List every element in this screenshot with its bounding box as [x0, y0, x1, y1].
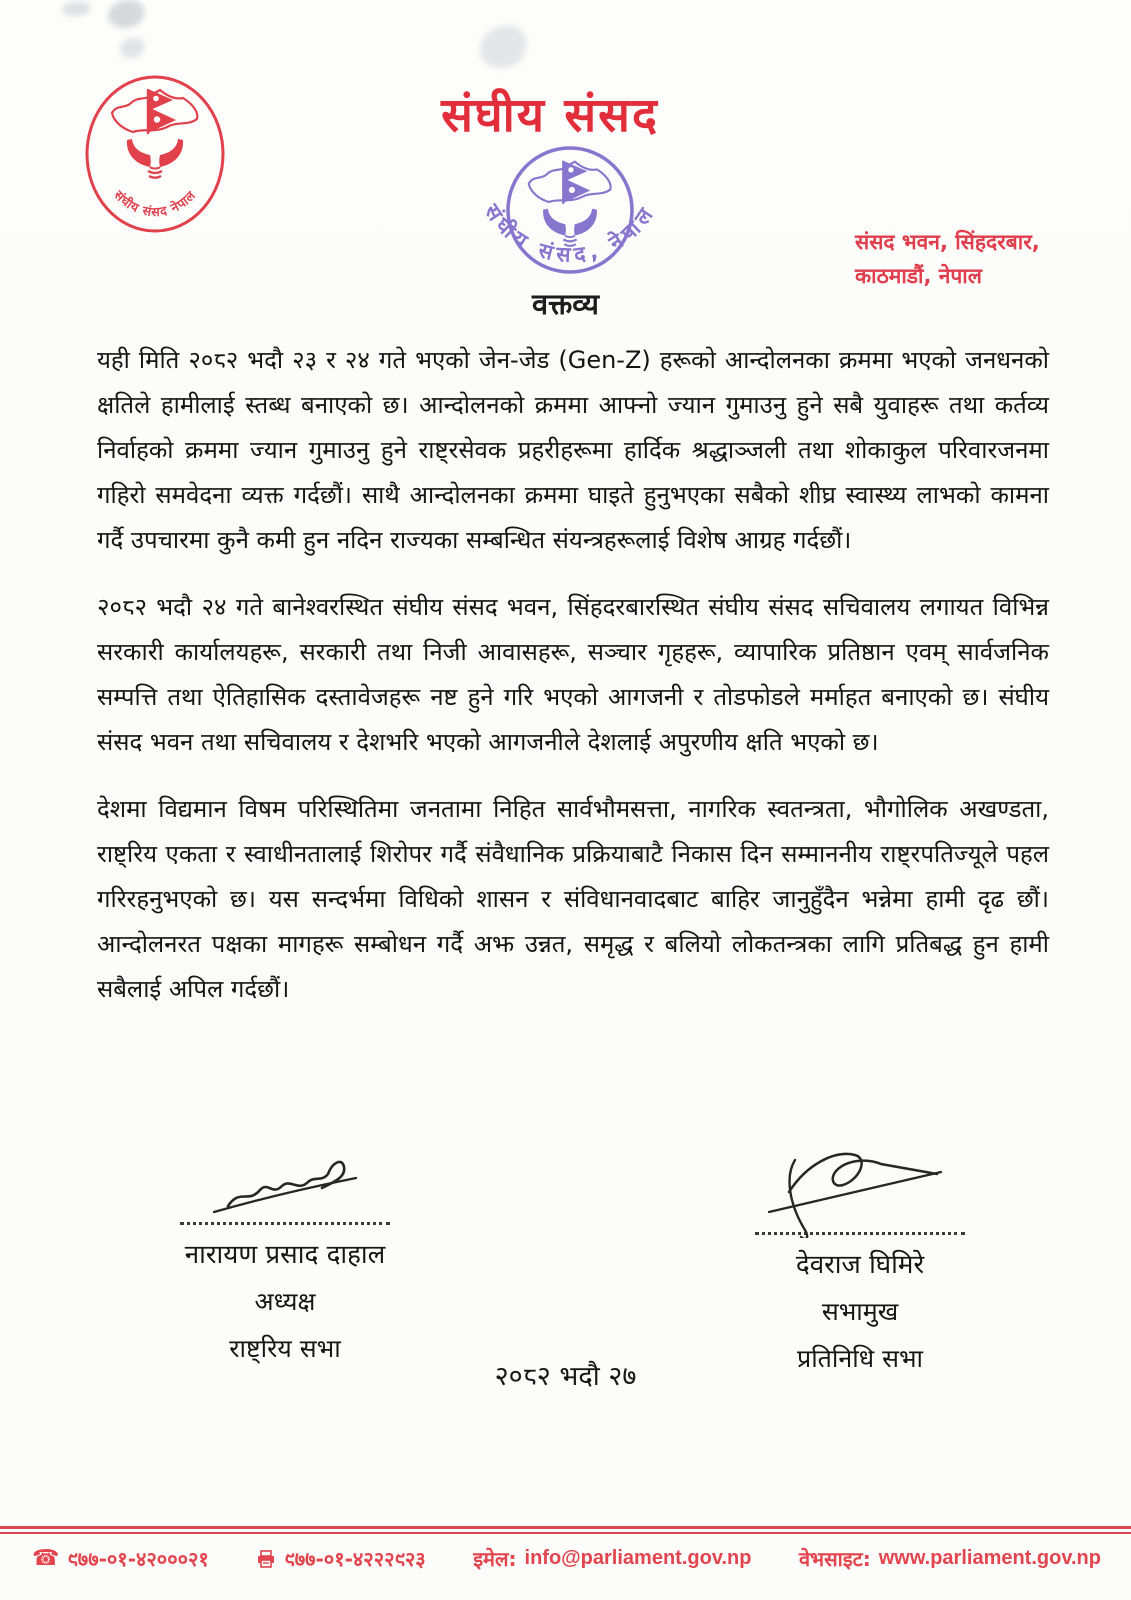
paragraph-2: २०८२ भदौ २४ गते बानेश्वरस्थित संघीय संसद भवन, सिंहदरबारस्थित संघीय संसद सचिवालय लगायत विभिन्न सरकारी कार्यालयहरू, सरकारी तथा निजी आवासहरू, सञ्चार गृहहरू, व्यापारिक प्रतिष्ठान एवम् सार्वजनिक सम्पत्ति तथा ऐतिहासिक दस्तावेजहरू नष्ट हुने गरि भएको आगजनी र तोडफोडले मर्माहत बनाएको छ। संघीय संसद भवन तथा सचिवालय र देशभरि भएको आगजनीले देशलाई अपुरणीय क्षति भएको छ।: [97, 593, 1049, 756]
svg-text:संघीय संसद नेपाल: [111, 187, 199, 220]
org-title: संघीय संसद: [441, 88, 659, 143]
scan-smudge: [62, 2, 90, 16]
scan-smudge: [108, 0, 144, 28]
scan-smudge: [480, 26, 526, 68]
signatory-chamber: राष्ट्रिय सभा: [229, 1334, 341, 1363]
signatory-chamber: प्रतिनिधि सभा: [796, 1344, 924, 1373]
website-value: www.parliament.gov.np: [878, 1547, 1101, 1569]
email-label: इमेल:: [473, 1547, 517, 1571]
scan-smudge: [120, 38, 144, 58]
footer-website: [799, 1545, 1101, 1572]
phone-number: ९७७-०१-४२०००२१: [67, 1547, 209, 1571]
paragraph-3: देशमा विद्यमान विषम परिस्थितिमा जनतामा निहित सार्वभौमसत्ता, नागरिक स्वतन्त्रता, भौगोलिक अखण्डता, राष्ट्रिय एकता र स्वाधीनतालाई शिरोपर गर्दै संवैधानिक प्रक्रियाबाटै निकास दिन सम्माननीय राष्ट्रपतिज्यूले पहल गरिरहनुभएको छ। यस सन्दर्भमा विधिको शासन र संविधानवादबाट बाहिर जानुहुँदैन भन्नेमा हामी दृढ छौं। आन्दोलनरत पक्षका मागहरू सम्बोधन गर्दै अझ उन्नत, समृद्ध र बलियो लोकतन्त्रका लागि प्रतिबद्ध हुन हामी सबैलाई अपिल गर्दछौं।: [97, 795, 1049, 1003]
paragraph-1: यही मिति २०८२ भदौ २३ र २४ गते भएको जेन-जेड (Gen-Z) हरूको आन्दोलनका क्रममा भएको जनधनको क्षतिले हामीलाई स्तब्ध बनाएको छ। आन्दोलनको क्रममा आफ्नो ज्यान गुमाउनु हुने सबै युवाहरू तथा कर्तव्य निर्वाहको क्रममा ज्यान गुमाउनु हुने राष्ट्रसेवक प्रहरीहरूमा हार्दिक श्रद्धाञ्जली तथा शोकाकुल परिवारजनमा गहिरो समवेदना व्यक्त गर्दछौं। साथै आन्दोलनका क्रममा घाइते हुनुभएका सबैको शीघ्र स्वास्थ्य लाभको कामना गर्दै उपचारमा कुनै कमी हुन नदिन राज्यका सम्बन्धित संयन्त्रहरूलाई विशेष आग्रह गर्दछौं।: [97, 346, 1049, 554]
signatory-name: देवराज घिमिरे: [795, 1250, 925, 1280]
signatory-speaker: [700, 1138, 1020, 1375]
signatory-chairperson: [140, 1150, 430, 1365]
document-heading: वक्तव्य: [531, 287, 600, 321]
footer-double-rule: [0, 1526, 1131, 1534]
parliament-logo: [75, 70, 235, 242]
document-date: २०८२ भदौ २७: [494, 1361, 637, 1392]
letter-body: [97, 338, 1049, 1034]
address-line-2: काठमाडौं, नेपाल: [855, 263, 982, 288]
logo-ring-text: संघीय संसद नेपाल: [111, 187, 199, 220]
footer-email: [473, 1545, 751, 1572]
footer-fax: [256, 1545, 425, 1572]
signatory-name: नारायण प्रसाद दाहाल: [184, 1240, 386, 1270]
signature-icon: [200, 1150, 370, 1228]
footer-phone: [32, 1545, 209, 1572]
stamp-ring-text: संघीय संसद, नेपाल: [479, 199, 661, 268]
fax-number: ९७७-०१-४२२२९२३: [284, 1547, 426, 1571]
signatory-role: अध्यक्ष: [254, 1287, 316, 1316]
phone-icon: ☎: [32, 1545, 60, 1571]
fax-icon: [256, 1550, 276, 1568]
signature-dotted-line: [755, 1232, 965, 1235]
website-label: वेभसाइट:: [798, 1547, 871, 1571]
letterhead-footer: [0, 1526, 1131, 1572]
signatory-role: सभामुख: [821, 1297, 899, 1326]
parliament-logo-icon: [75, 70, 235, 238]
address-line-1: संसद भवन, सिंहदरबार,: [855, 230, 1040, 254]
signature-icon: [755, 1138, 965, 1238]
signature-dotted-line: [180, 1222, 390, 1225]
email-value: info@parliament.gov.np: [524, 1547, 752, 1569]
